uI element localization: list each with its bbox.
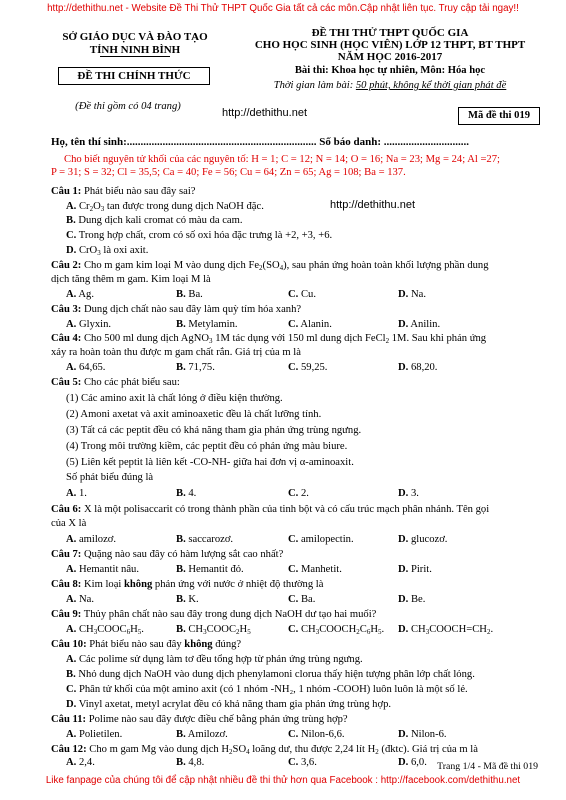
question-text: Cho các phát biểu sau:: [83, 377, 180, 388]
option-text: Nhỏ dung dịch NaOH vào dung dịch phenylamoni clorua thấy hiện tượng phân lớp chất lỏng.: [78, 669, 475, 680]
option-text: 3,6.: [300, 757, 317, 768]
question-text: loãng dư, thu được 2,24 lít H: [249, 744, 376, 755]
q10-option-a[interactable]: A. Các polime sử dụng làm tơ đều tổng hợp từ phản ứng trùng ngưng.: [66, 654, 363, 665]
option-text: tan được trong dung dịch NaOH đặc.: [106, 201, 264, 212]
question-label: Câu 6:: [51, 504, 82, 515]
question-label: Câu 7:: [51, 549, 82, 560]
option-text: 68,20.: [410, 362, 438, 373]
question-label: Câu 11:: [51, 714, 87, 725]
q12-option-c[interactable]: C. 3,6.: [288, 757, 317, 768]
question-label: Câu 9:: [51, 609, 82, 620]
question-text: Kim loại: [83, 579, 124, 590]
question-label: Câu 3:: [51, 304, 82, 315]
q6-option-b[interactable]: B. saccarozơ.: [176, 534, 234, 545]
q10-option-d[interactable]: D. Vinyl axetat, metyl acrylat đều có khả năng tham gia phản ứng trùng hợp.: [66, 699, 392, 710]
student-info-line[interactable]: Họ, tên thí sinh:..................................................................... Số báo danh: ...............................: [51, 136, 470, 148]
q5-option-b[interactable]: B. 4.: [176, 488, 197, 499]
option-text: Dung dịch kali cromat có màu da cam.: [78, 215, 243, 226]
option-text: amilozơ.: [78, 534, 117, 545]
page-info: Trang 1/4 - Mã đề thi 019: [437, 761, 538, 772]
q12-option-d[interactable]: D. 6,0.: [398, 757, 427, 768]
q7-option-a[interactable]: A. Hemantit nâu.: [66, 564, 139, 575]
q11-option-b[interactable]: B. Amilozơ.: [176, 729, 228, 740]
option-text: amilopectin.: [300, 534, 354, 545]
exam-time-prefix: Thời gian làm bài:: [273, 80, 356, 91]
q3-option-d[interactable]: D. Anilin.: [398, 319, 441, 330]
q5-statement-5: (5) Liên kết peptit là liên kết -CO-NH- giữa hai đơn vị α-aminoaxit.: [66, 457, 354, 468]
question-text: Phát biểu nào sau đây sai?: [83, 186, 196, 197]
option-text: 2,4.: [78, 757, 95, 768]
q5-count-prompt: Số phát biểu đúng là: [66, 472, 154, 483]
site-watermark-2[interactable]: http://dethithu.net: [330, 199, 416, 211]
question-label: Câu 1:: [51, 186, 82, 197]
question-text: Quặng nào sau đây có hàm lượng sắt cao nhất?: [83, 549, 284, 560]
option-text: Ag.: [78, 289, 94, 300]
q4-option-a[interactable]: A. 64,65.: [66, 362, 106, 373]
option-text: 71,75.: [188, 362, 215, 373]
site-watermark[interactable]: http://dethithu.net: [222, 107, 308, 119]
exam-title-line1: ĐỀ THI THỬ THPT QUỐC GIA: [311, 27, 469, 39]
option-text: 4.: [188, 488, 197, 499]
q1-option-a[interactable]: A. $Cr_2O_3$ tan được trong dung dịch NaOH đặc.: [66, 201, 264, 213]
question-text: Cho m gam Mg vào dung dịch H: [89, 744, 230, 755]
q12-option-b[interactable]: B. 4,8.: [176, 757, 205, 768]
question-label: Câu 4:: [51, 333, 82, 344]
q5-statement-3: (3) Tất cả các peptit đều có khả năng tham gia phản ứng trùng ngưng.: [66, 425, 362, 436]
question-text: Polime nào sau đây được điều chế bằng phản ứng trùng hợp?: [88, 714, 348, 725]
option-text: saccarozơ.: [188, 534, 234, 545]
option-text: Hemantit nâu.: [78, 564, 139, 575]
q2-option-d[interactable]: D. Na.: [398, 289, 426, 300]
question-text: đúng?: [212, 639, 242, 650]
q10-option-b[interactable]: B. Nhỏ dung dịch NaOH vào dung dịch phenylamoni clorua thấy hiện tượng phân lớp chất lỏng.: [66, 669, 475, 680]
option-text: 2.: [300, 488, 309, 499]
option-text: 6,0.: [410, 757, 427, 768]
q3-option-b[interactable]: B. Metylamin.: [176, 319, 238, 330]
q11-option-c[interactable]: C. Nilon-6,6.: [288, 729, 345, 740]
question-4: Câu 4: Cho 500 ml dung dịch AgNO$_3$ 1M tác dụng với 150 ml dung dịch FeCl$_2$ 1M. Sau khi phản ứng: [51, 333, 487, 345]
question-text: X là một polisaccarit có trong thành phần của tinh bột và có cấu trúc mạch phân nhánh. Tên gọi: [83, 504, 490, 515]
q8-option-d[interactable]: D. Be.: [398, 594, 426, 605]
top-banner-link[interactable]: http://dethithu.net - Website Đề Thi Thử THPT Quốc Gia tất cả các môn.Cập nhật liên tục. Truy cập tải ngay!!: [47, 3, 519, 14]
option-text: Anilin.: [410, 319, 441, 330]
q6-option-a[interactable]: A. amilozơ.: [66, 534, 117, 545]
q9-option-d[interactable]: D. $CH_3COOCH=CH_2$.: [398, 624, 494, 636]
option-text: Hemantit đỏ.: [188, 564, 244, 575]
q4-option-c[interactable]: C. 59,25.: [288, 362, 328, 373]
option-text: Phân tử khối của một amino axit (có 1 nhóm -NH₂, 1 nhóm -COOH) luôn luôn là một số lẻ.: [78, 684, 468, 695]
question-text: 1M. Sau khi phản ứng: [389, 333, 487, 344]
question-label: Câu 12:: [51, 744, 87, 755]
q5-statement-1: (1) Các amino axit là chất lỏng ở điều kiện thường.: [66, 393, 283, 404]
question-text: Dung dịch chất nào sau đây làm quỳ tím hóa xanh?: [83, 304, 302, 315]
question-11: [51, 713, 541, 726]
q8-option-c[interactable]: C. Ba.: [288, 594, 316, 605]
question-label: Câu 8:: [51, 579, 82, 590]
q9-option-b[interactable]: B. $CH_3COOC_2H_5$: [176, 624, 251, 636]
q11-option-d[interactable]: D. Nilon-6.: [398, 729, 447, 740]
question-4-cont: xảy ra hoàn toàn thu được m gam chất rắn. Giá trị của m là: [51, 347, 301, 358]
option-text: K.: [188, 594, 199, 605]
question-text: Thủy phân chất nào sau đây trong dung dịch NaOH dư tạo hai muối?: [83, 609, 377, 620]
q7-option-b[interactable]: B. Hemantit đỏ.: [176, 564, 244, 575]
option-text: Pirit.: [410, 564, 432, 575]
question-2: Câu 2: Cho m gam kim loại M vào dung dịch $Fe_2(SO_4)$, sau phản ứng hoàn toàn khối lượng phần dung: [51, 260, 489, 272]
q6-option-c[interactable]: C. amilopectin.: [288, 534, 354, 545]
option-text: Các polime sử dụng làm tơ đều tổng hợp từ phản ứng trùng ngưng.: [78, 654, 363, 665]
q7-option-c[interactable]: C. Manhetit.: [288, 564, 342, 575]
q9-option-c[interactable]: C. $CH_3COOCH_2C_6H_5$.: [288, 624, 385, 636]
option-text: Ba.: [300, 594, 316, 605]
exam-time-value: 50 phút, không kể thời gian phát đề: [355, 80, 507, 91]
question-6: [51, 503, 541, 516]
option-text: Na.: [78, 594, 94, 605]
q2-option-a[interactable]: A. Ag.: [66, 289, 94, 300]
question-label: Câu 5:: [51, 377, 82, 388]
q8-option-b[interactable]: B. K.: [176, 594, 199, 605]
option-text: Na.: [410, 289, 426, 300]
q1-option-d[interactable]: D. CrO$_3$ là oxi axit.: [66, 245, 149, 257]
header-underline: [100, 56, 170, 57]
question-text: (SO: [262, 260, 280, 271]
q3-option-c[interactable]: C. Alanin.: [288, 319, 332, 330]
question-3: [51, 303, 541, 316]
official-exam-badge: ĐỀ THI CHÍNH THỨC: [58, 67, 210, 85]
option-text: Vinyl axetat, metyl acrylat đều có khả năng tham gia phản ứng trùng hợp.: [78, 699, 392, 710]
exam-title-line2: CHO HỌC SINH (HỌC VIÊN) LỚP 12 THPT, BT THPT: [254, 39, 526, 51]
q1-option-b[interactable]: B. Dung dịch kali cromat có màu da cam.: [66, 215, 243, 226]
option-text: Alanin.: [300, 319, 332, 330]
question-7: [51, 548, 541, 561]
option-text: Metylamin.: [188, 319, 238, 330]
exam-subject: Bài thi: Khoa học tự nhiên, Môn: Hóa học: [294, 65, 486, 76]
question-1: [51, 185, 541, 198]
province-name: TỈNH NINH BÌNH: [89, 44, 181, 56]
option-text: Trong hợp chất, crom có số oxi hóa đặc trưng là +2, +3, +6.: [78, 230, 333, 241]
q4-option-b[interactable]: B. 71,75.: [176, 362, 215, 373]
question-10: [51, 638, 541, 651]
option-text: 4,8.: [188, 757, 205, 768]
q2-option-b[interactable]: B. Ba.: [176, 289, 203, 300]
option-text: 3.: [410, 488, 419, 499]
question-text: phản ứng với nước ở nhiệt độ thường là: [152, 579, 324, 590]
q7-option-d[interactable]: D. Pirit.: [398, 564, 432, 575]
question-text: Phát biểu nào sau đây: [89, 639, 185, 650]
question-text: (đktc). Giá trị của m là: [378, 744, 478, 755]
department-name: SỞ GIÁO DỤC VÀ ĐÀO TẠO: [62, 31, 208, 43]
option-text: Manhetit.: [300, 564, 342, 575]
q2-option-c[interactable]: C. Cu.: [288, 289, 316, 300]
option-text: Nilon-6,6.: [300, 729, 345, 740]
question-emphasis: không: [124, 579, 153, 590]
question-emphasis: không: [184, 639, 213, 650]
question-label: Câu 2:: [51, 260, 82, 271]
q5-statement-4: (4) Trong môi trường kiềm, các peptit đều có phản ứng màu biure.: [66, 441, 348, 452]
q10-option-c[interactable]: C. Phân tử khối của một amino axit (có 1 nhóm -NH₂, 1 nhóm -COOH) luôn luôn là một số lẻ.: [66, 684, 468, 695]
option-text: Ba.: [188, 289, 203, 300]
option-text: glucozơ.: [410, 534, 448, 545]
question-6-cont: của X là: [51, 518, 87, 529]
option-text: 64,65.: [78, 362, 106, 373]
question-12: Câu 12: Cho m gam Mg vào dung dịch $H_2SO_4$ loãng dư, thu được 2,24 lít $H_2$ (đktc). Giá trị của m là: [51, 744, 478, 756]
question-text: Cho 500 ml dung dịch AgNO: [83, 333, 210, 344]
question-9: [51, 608, 541, 621]
q9-option-a[interactable]: A. $CH_3COOC_6H_5$.: [66, 624, 144, 636]
q5-option-c[interactable]: C. 2.: [288, 488, 309, 499]
option-text: Amilozơ.: [187, 729, 228, 740]
q3-option-a[interactable]: A. Glyxin.: [66, 319, 112, 330]
q4-option-d[interactable]: D. 68,20.: [398, 362, 438, 373]
exam-title-line3: NĂM HỌC 2016-2017: [337, 51, 443, 63]
question-text: Cho m gam kim loại M vào dung dịch Fe: [83, 260, 260, 271]
option-text: Cu.: [300, 289, 316, 300]
pages-note: (Đề thi gồm có 04 trang): [75, 101, 181, 112]
q6-option-d[interactable]: D. glucozơ.: [398, 534, 448, 545]
question-text: SO: [232, 744, 247, 755]
option-text: 1.: [78, 488, 87, 499]
q5-option-a[interactable]: A. 1.: [66, 488, 87, 499]
atomic-masses-line1: Cho biết nguyên tử khối của các nguyên tố: H = 1; C = 12; N = 14; O = 16; Na = 23; Mg = 24; Al =27;: [64, 154, 500, 165]
q5-option-d[interactable]: D. 3.: [398, 488, 419, 499]
option-text: Nilon-6.: [410, 729, 447, 740]
question-text: ), sau phản ứng hoàn toàn khối lượng phần dung: [283, 260, 489, 271]
question-label: Câu 10:: [51, 639, 87, 650]
atomic-masses-line2: P = 31; S = 32; Cl = 35,5; Ca = 40; Fe = 56; Cu = 64; Zn = 65; Ag = 108; Ba = 137.: [51, 167, 406, 178]
q11-option-a[interactable]: A. Polietilen.: [66, 729, 123, 740]
option-text: 59,25.: [300, 362, 328, 373]
q5-statement-2: (2) Amoni axetat và axit aminoaxetic đều là chất lưỡng tính.: [66, 409, 322, 420]
question-2-cont: dịch tăng thêm m gam. Kim loại M là: [51, 274, 211, 285]
question-5: [51, 376, 541, 389]
q8-option-a[interactable]: A. Na.: [66, 594, 94, 605]
option-text: Glyxin.: [78, 319, 112, 330]
option-text: Be.: [410, 594, 426, 605]
exam-code-badge: Mã đề thi 019: [458, 107, 540, 125]
option-text: là oxi axit.: [103, 245, 149, 256]
q1-option-c[interactable]: C. Trong hợp chất, crom có số oxi hóa đặc trưng là +2, +3, +6.: [66, 230, 333, 241]
option-text: Polietilen.: [78, 729, 123, 740]
q12-option-a[interactable]: A. 2,4.: [66, 757, 95, 768]
question-text: 1M tác dụng với 150 ml dung dịch FeCl: [212, 333, 386, 344]
facebook-banner-link[interactable]: Like fanpage của chúng tôi để cập nhật nhiều đề thi thử hơn qua Facebook : http://facebook.com/dethithu.net: [45, 775, 521, 786]
question-8: [51, 578, 541, 591]
exam-time: [230, 79, 550, 92]
